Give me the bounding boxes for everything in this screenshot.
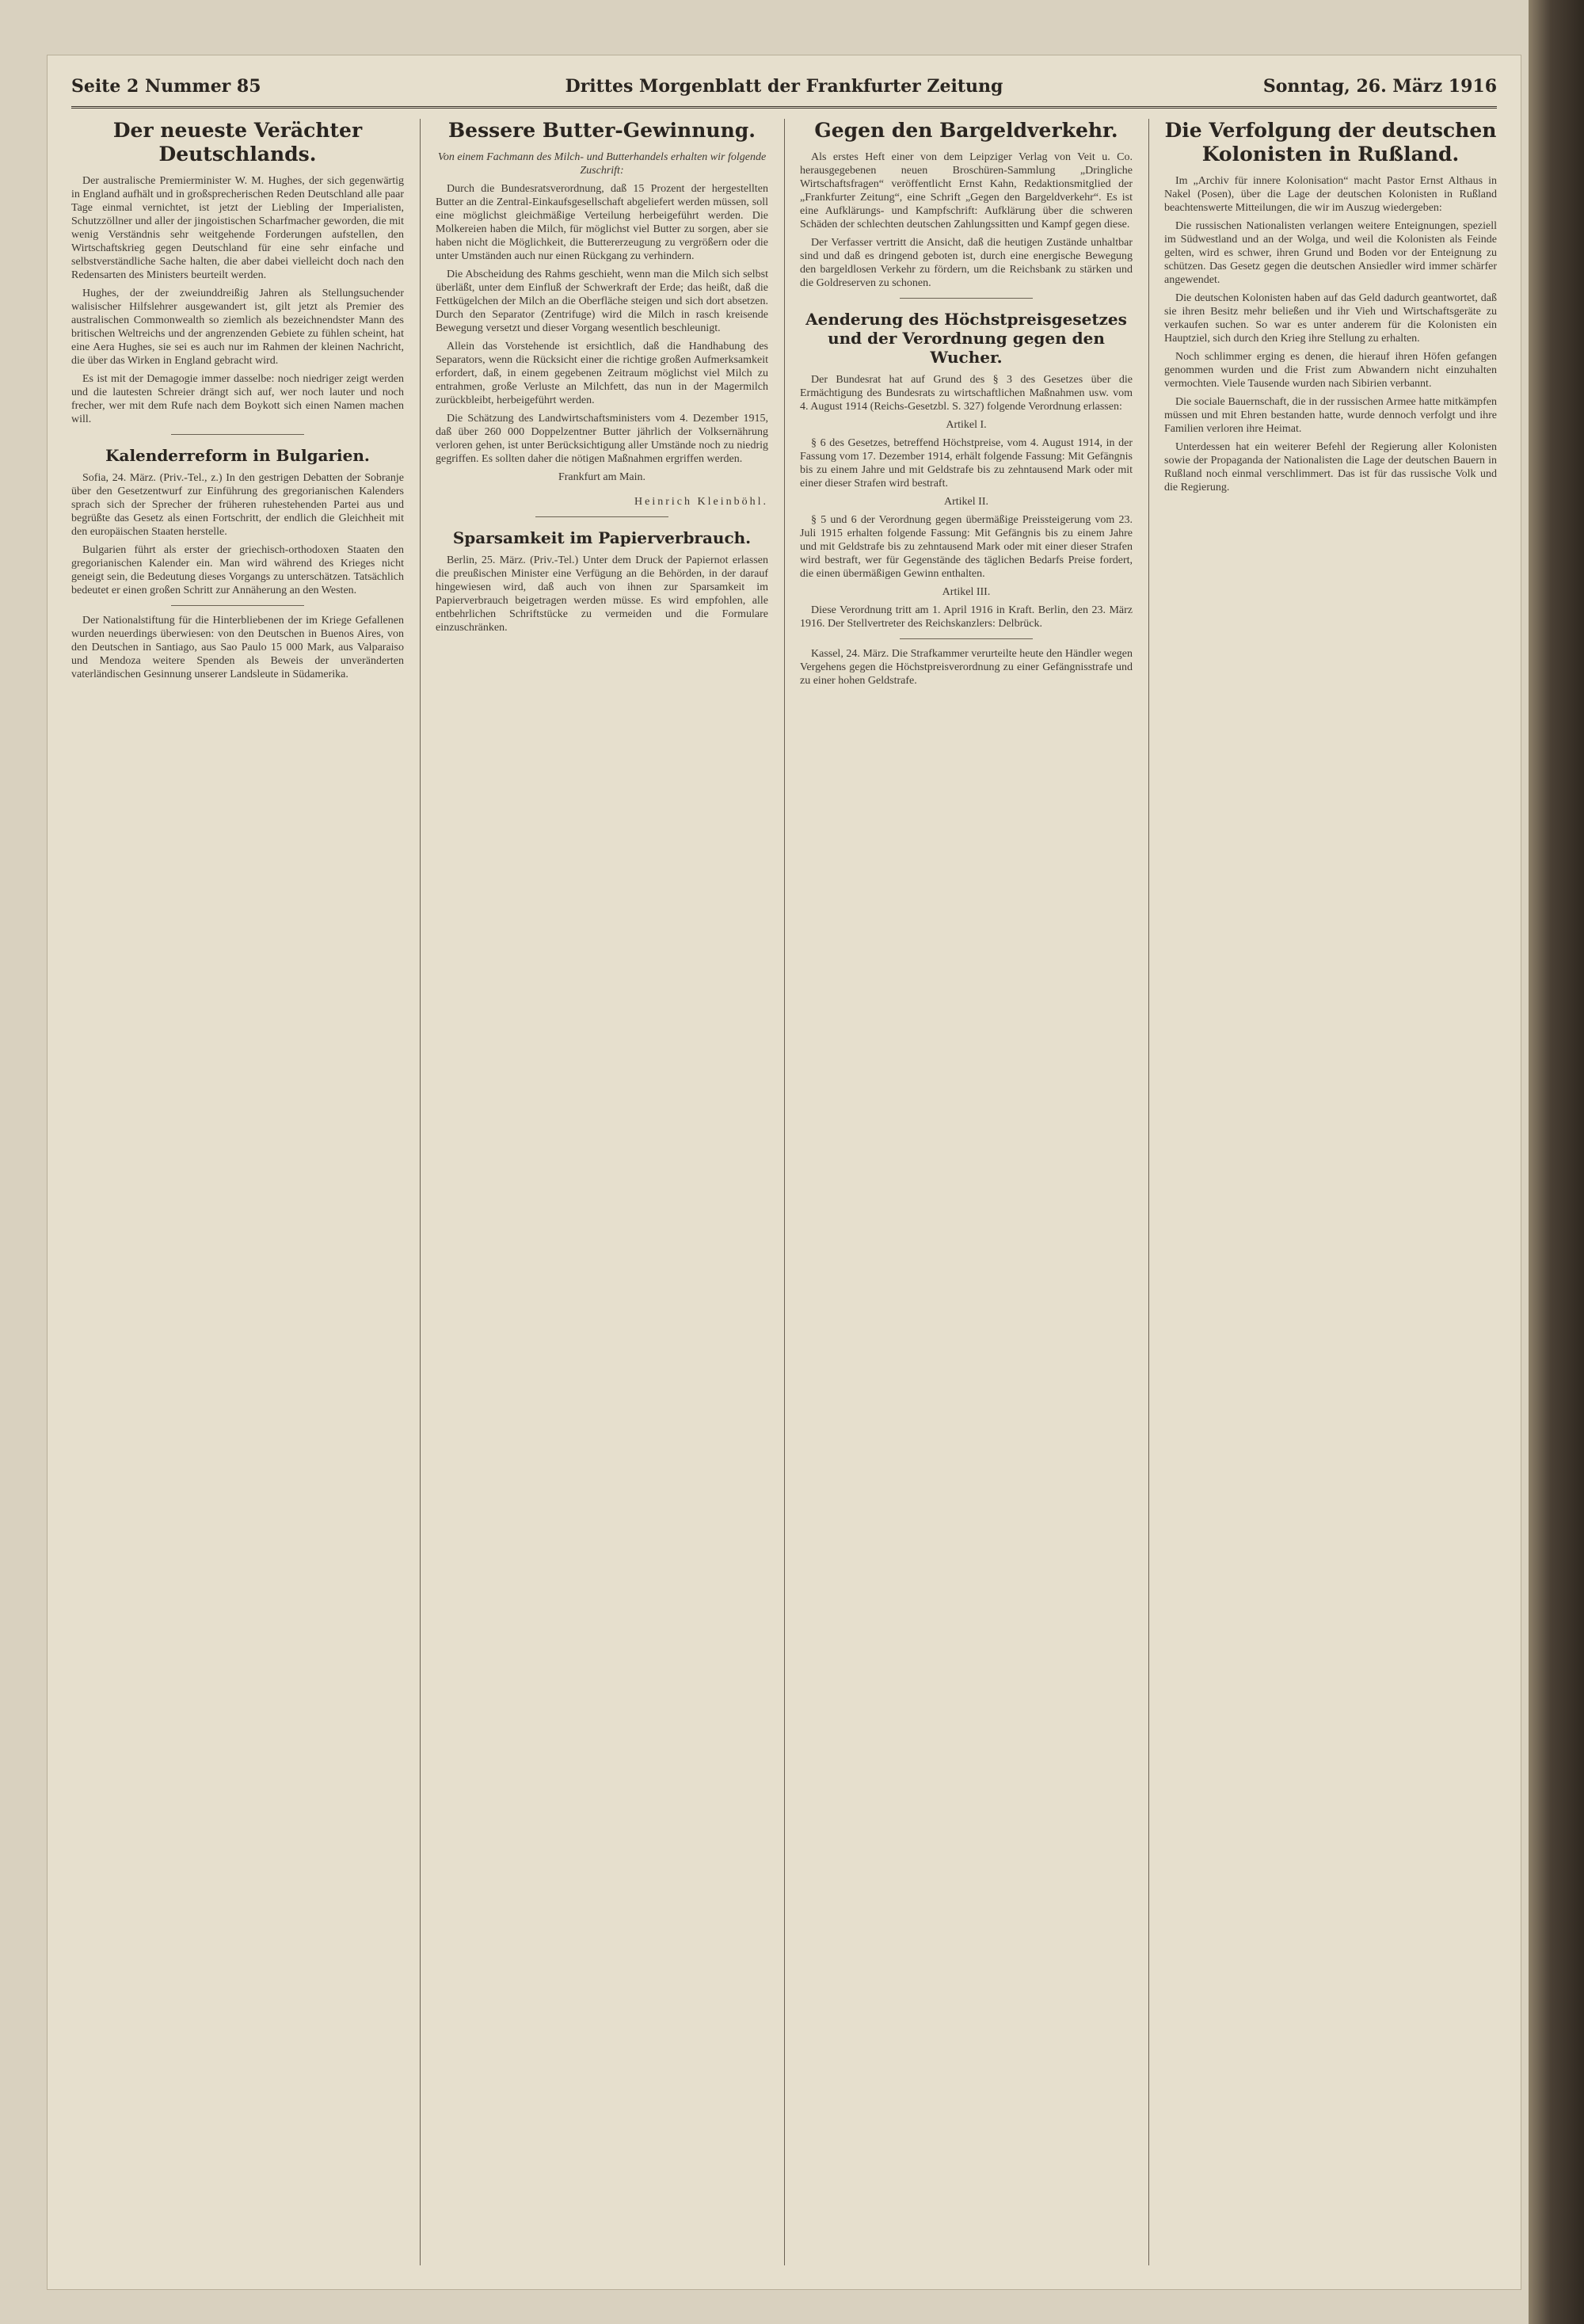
article-paragraph: Die russischen Nationalisten verlangen weitere Enteignungen, speziell im Südwestland und an der Wolga, und weil die Kolonisten als Feinde gelten, wird es schwer, ihren Grund und Boden vor der Enteignung zu schützen. Das Gesetz gegen die deutschen Ansiedler wird immer schärfer angewendet.: [1164, 220, 1497, 286]
article-paragraph: § 6 des Gesetzes, betreffend Höchstpreise, vom 4. August 1914, in der Fassung vom 17. Dezember 1914, erhält folgende Fassung: Mit Gefängnis bis zu einem Jahre und mit Geldstrafe bis zu zehntausend Mark oder mit einer dieser Strafen wird bestraft.: [800, 437, 1133, 490]
article-paragraph: Unterdessen hat ein weiterer Befehl der Regierung aller Kolonisten sowie der Propaganda der Nationalisten die Lage der deutschen Bauern in Rußland noch einmal verschlimmert. Das ist für das russische Volk und die Regierung.: [1164, 441, 1497, 493]
divider: [171, 434, 304, 435]
column-1: [71, 119, 404, 2265]
page-header: [71, 71, 1497, 109]
article-title: Bessere Butter-Gewinnung.: [448, 119, 756, 142]
article-paragraph: Der australische Premierminister W. M. Hughes, der sich gegenwärtig in England aufhält und in großsprecherischen Reden Deutschland alle paar Tage einmal vernichtet, ist jetzt der Liebling der Imperialisten, Schutzzöllner und aller der jingoistischen Scharfmacher geworden, die mit wenig Verständnis sehr weitgehende Forderungen aufstellen, den Wirtschaftskrieg gegen Deutschland für eine sehr einfache und selbstverständliche Sache halten, die aber dabei vielleicht doch nach den Redensarten des Ministers beurteilt werden.: [71, 175, 404, 281]
article-paragraph: Der Nationalstiftung für die Hinterbliebenen der im Kriege Gefallenen wurden neuerdings überwiesen: von den Deutschen in Buenos Aires, von den Deutschen in Santiago, aus Sao Paulo 15 000 Mark, aus Valparaiso und Mendoza weitere Spenden als Beweis der unveränderten vaterländischen Gesinnung unserer Landsleute in Südamerika.: [71, 615, 404, 680]
column-4: [1164, 119, 1497, 2265]
article-place: Frankfurt am Main.: [558, 471, 646, 483]
article-title: Kalenderreform in Bulgarien.: [105, 446, 370, 465]
page-number: Seite 2 Nummer 85: [71, 76, 261, 97]
article-paragraph: Hughes, der der zweiunddreißig Jahren als Stellungsuchender walisischer Hilfslehrer ausgewandert ist, gilt jetzt als Premier des australischen Commonwealth so ziemlich als bezeichnendster Mann des britischen Weltreichs und der angrenzenden Gebiete zu fühlen scheint, hat eine Aera Hughes, sie sei es auch nur im Rahmen der kleinen Nachricht, die über das Wirken in England gebracht wird.: [71, 288, 404, 367]
article-paragraph: Die Schätzung des Landwirtschaftsministers vom 4. Dezember 1915, daß über 260 000 Doppelzentner Butter jährlich der Volksernährung verloren gehen, ist unter Berücksichtigung aller Umstände noch zu niedrig gegriffen. Es sollten daher die nötigen Maßnahmen ergriffen werden.: [436, 413, 768, 465]
article-paragraph: Als erstes Heft einer von dem Leipziger Verlag von Veit u. Co. herausgegebenen neuen Broschüren-Sammlung „Dringliche Wirtschaftsfragen“ veröffentlicht Ernst Kahn, Redaktionsmitglied der „Frankfurter Zeitung“, eine Schrift „Gegen den Bargeldverkehr“. Es ist eine Aufklärungs- und Kampfschrift: Aufklärung über die schweren Schäden der schlechten deutschen Zahlungssitten und Kampf gegen diese.: [800, 151, 1133, 230]
column-rule: [420, 119, 421, 2265]
book-binding: [1529, 0, 1584, 2324]
article-paragraph: Berlin, 25. März. (Priv.-Tel.) Unter dem Druck der Papiernot erlassen die preußischen Minister eine Verfügung an die Behörden, in der darauf hingewiesen wird, daß auch von ihnen zur Sparsamkeit im Papierverbrauch beigetragen werden müsse. Es wird empfohlen, alle entbehrlichen Schriftstücke zu vermeiden und die Formulare einzuschränken.: [436, 554, 768, 634]
article-section-label: Artikel I.: [946, 419, 987, 431]
article-title: Sparsamkeit im Papierverbrauch.: [452, 528, 752, 547]
newspaper-page: [48, 55, 1521, 2289]
divider: [900, 298, 1033, 299]
article-title: Gegen den Bargeldverkehr.: [814, 119, 1118, 142]
article-paragraph: Es ist mit der Demagogie immer dasselbe: noch niedriger zeigt werden und die lautesten Schreier drängt sich auf, wer noch lauter und noch frecher, wer mit dem Rufe nach dem Boykott sich einen Namen machen will.: [71, 373, 404, 425]
article-title: Der neueste Verächter Deutschlands.: [112, 119, 363, 166]
article-paragraph: Bulgarien führt als erster der griechisch-orthodoxen Staaten den gregorianischen Kalender ein. Man wird während des Krieges nicht geneigt sein, die Bedeutung dieses Vorgangs zu unterschätzen. Tatsächlich bedeutet er einen großen Schritt zur Annäherung an den Westen.: [71, 544, 404, 596]
article-section-label: Artikel III.: [942, 586, 991, 598]
column-rule: [1148, 119, 1149, 2265]
divider: [171, 605, 304, 606]
column-3: [800, 119, 1133, 2265]
article-section-label: Artikel II.: [944, 496, 988, 508]
article-paragraph: Die deutschen Kolonisten haben auf das Geld dadurch geantwortet, daß sie ihren Besitz mehr beließen und ihr Vieh und Wirtschaftsgeräte zu verkaufen suchen. So war es unter anderem für die Kolonisten ein Hauptziel, sich durch den Krieg ihre Stellung zu erhalten.: [1164, 292, 1497, 345]
article-paragraph: Im „Archiv für innere Kolonisation“ macht Pastor Ernst Althaus in Nakel (Posen), über die Lage der deutschen Kolonisten in Rußland beachtenswerte Mitteilungen, die wir im Auszug wiedergeben:: [1164, 175, 1497, 214]
edition-title: Drittes Morgenblatt der Frankfurter Zeitung: [565, 76, 1003, 97]
article-paragraph: Der Bundesrat hat auf Grund des § 3 des Gesetzes über die Ermächtigung des Bundesrats zu wirtschaftlichen Maßnahmen usw. vom 4. August 1914 (Reichs-Gesetzbl. S. 327) folgende Verordnung erlassen:: [800, 374, 1133, 413]
article-paragraph: Von einem Fachmann des Milch- und Butterhandels erhalten wir folgende Zuschrift:: [437, 151, 767, 177]
article-paragraph: Sofia, 24. März. (Priv.-Tel., z.) In den gestrigen Debatten der Sobranje über den Gesetzentwurf zur Einführung des gregorianischen Kalenders sprach sich der Sprecher der früheren ruhestehenden Partei aus und begrüßte das Gesetz als einen Fortschritt, der endlich die Gleichheit mit den europäischen Staaten herstelle.: [71, 472, 404, 538]
article-paragraph: Diese Verordnung tritt am 1. April 1916 in Kraft. Berlin, den 23. März 1916. Der Stellvertreter des Reichskanzlers: Delbrück.: [800, 604, 1133, 630]
article-paragraph: Der Verfasser vertritt die Ansicht, daß die heutigen Zustände unhaltbar sind und daß es dringend geboten ist, durch eine energische Bewegung den bargeldlosen Verkehr zu fördern, um die Reichsbank zu stärken und die Goldreserven zu schonen.: [800, 237, 1133, 289]
column-2: [436, 119, 768, 2265]
article-title: Die Verfolgung der deutschen Kolonisten in Rußland.: [1164, 119, 1497, 166]
article-paragraph: Durch die Bundesratsverordnung, daß 15 Prozent der hergestellten Butter an die Zentral-Einkaufsgesellschaft abgeliefert werden müssen, soll eine möglichst gleichmäßige Verteilung herbeigeführt werden. Die Molkereien haben die Milch, für möglichst viel Butter zu sorgen, aber sie haben nicht die Möglichkeit, die Buttererzeugung zu vergrößern oder die unter Umständen auch nur einen Rückgang zu verhindern.: [436, 183, 768, 262]
article-paragraph: § 5 und 6 der Verordnung gegen übermäßige Preissteigerung vom 23. Juli 1915 erhalten folgende Fassung: Mit Gefängnis bis zu einem Jahre und mit Geldstrafe bis zu zehntausend Mark oder mit einer dieser Strafen wird bestraft, wer für Gegenstände des täglichen Bedarfs Preise fordert, die einen übermäßigen Gewinn enthalten.: [800, 514, 1133, 580]
article-paragraph: Die Abscheidung des Rahms geschieht, wenn man die Milch sich selbst überläßt, unter dem Einfluß der Schwerkraft der Erde; das heißt, daß die Fettkügelchen der Milch an die Oberfläche steigen und sich dort absetzen. Durch den Separator (Zentrifuge) wird die Milch in rasch kreisende Bewegung versetzt und dieser Vorgang wesentlich beschleunigt.: [436, 269, 768, 334]
article-title: Aenderung des Höchstpreisgesetzes und der Verordnung gegen den Wucher.: [805, 310, 1127, 367]
article-signature: Heinrich Kleinböhl.: [634, 496, 768, 508]
issue-date: Sonntag, 26. März 1916: [1262, 76, 1497, 97]
article-paragraph: Noch schlimmer erging es denen, die hierauf ihren Höfen gefangen genommen wurden und die Frist zum Abwandern nicht einzuhalten vermochten. Viele Tausende wurden nach Sibirien verbannt.: [1164, 351, 1497, 390]
divider: [535, 516, 668, 517]
article-paragraph: Kassel, 24. März. Die Strafkammer verurteilte heute den Händler wegen Vergehens gegen die Höchstpreisverordnung zu einer Gefängnisstrafe und zu einer hohen Geldstrafe.: [800, 648, 1133, 687]
divider: [900, 638, 1033, 639]
column-rule: [784, 119, 785, 2265]
article-paragraph: Allein das Vorstehende ist ersichtlich, daß die Handhabung des Separators, wenn die Rücksicht einer die richtige großen Aufmerksamkeit erfordert, daß, in einem gegebenen Zeitraum möglichst viel Milch zu entrahmen, große Verluste an Milchfett, das nun in der Magermilch zurückbleibt, herbeigeführt werden.: [436, 341, 768, 406]
article-paragraph: Die sociale Bauernschaft, die in der russischen Armee hatte mitkämpfen müssen und mit Ehren bestanden hatte, wurde dennoch verfolgt und ihre Familien verloren ihre Heimat.: [1164, 396, 1497, 435]
